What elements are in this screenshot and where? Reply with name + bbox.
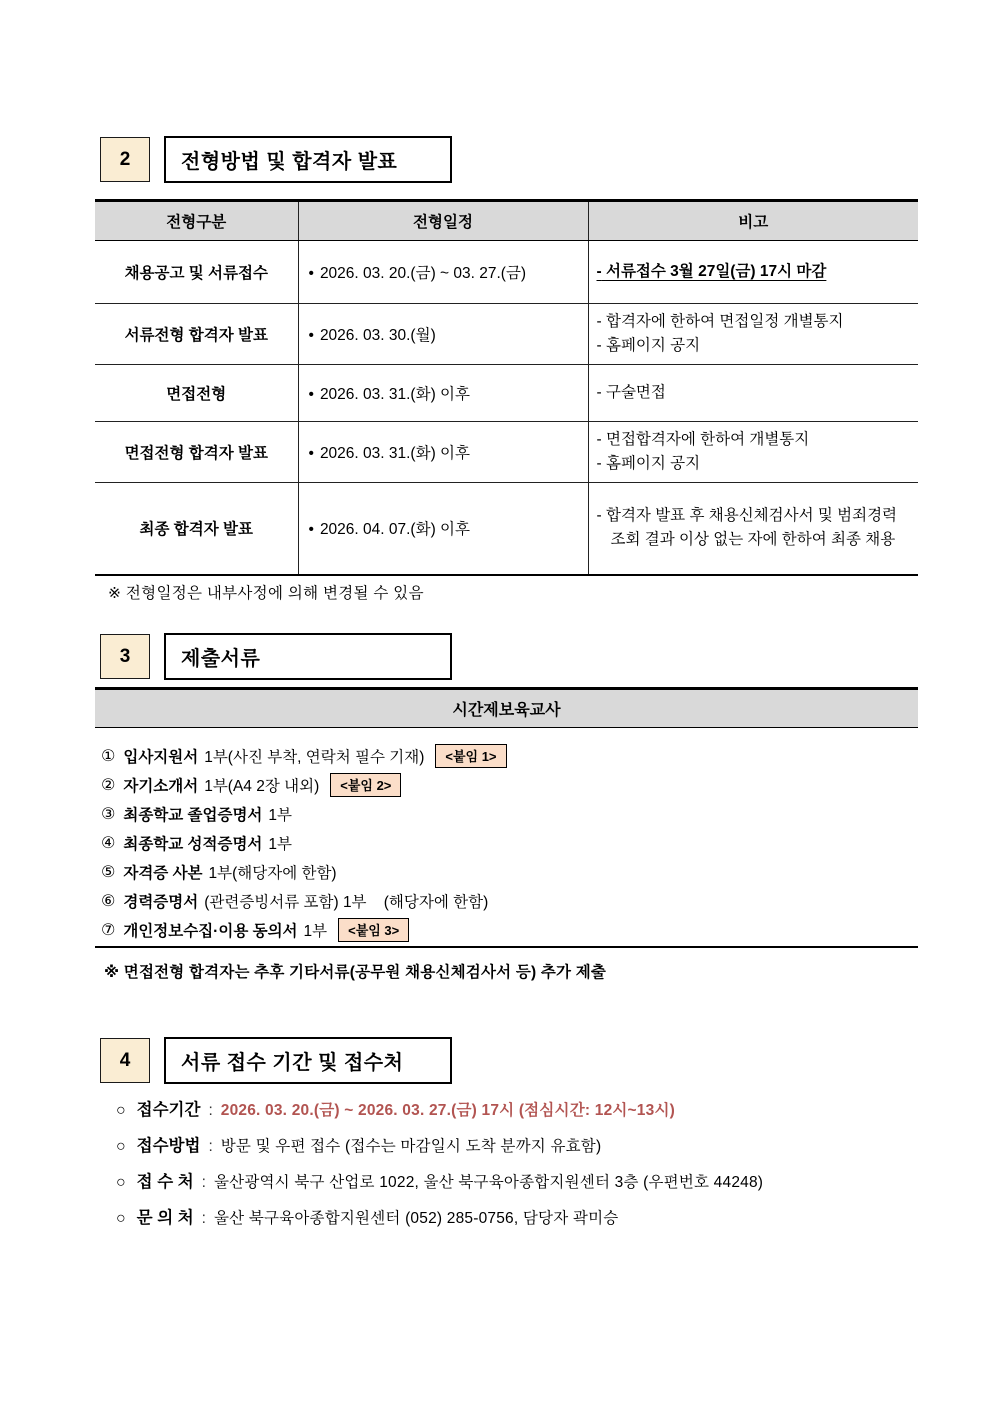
section-3-header — [100, 633, 452, 680]
list-item — [101, 828, 507, 857]
section-2-title: 전형방법 및 합격자 발표 — [181, 151, 398, 173]
dash-icon: - — [596, 313, 602, 330]
section-4-header — [100, 1037, 452, 1084]
list-item — [101, 770, 507, 799]
remark-line — [597, 381, 911, 405]
category-cell: 서류전형 합격자 발표 — [95, 304, 298, 365]
table-row — [95, 365, 918, 422]
remark-text: 홈페이지 공지 — [605, 455, 701, 473]
schedule-change-footnote: ※ 전형일정은 내부사정에 의해 변경될 수 있음 — [108, 585, 424, 602]
document-name: 개인정보수집·이용 동의서 — [123, 922, 298, 940]
bullet-icon: • — [308, 521, 314, 539]
list-item-reception-address — [116, 1171, 936, 1194]
document-name: 최종학교 졸업증명서 — [123, 806, 263, 824]
remarks-cell — [588, 422, 918, 483]
remark-line — [597, 334, 911, 358]
remark-text: 면접합격자에 한하여 개별통지 — [605, 431, 810, 449]
schedule-cell — [298, 483, 588, 575]
item-value: 2026. 03. 20.(금) ~ 2026. 03. 27.(금) 17시 (점심시간: 12시~13시) — [220, 1102, 675, 1119]
bullet-icon: • — [308, 265, 314, 282]
attachment-badge: <붙임 3> — [338, 918, 409, 942]
dash-icon: - — [596, 384, 602, 402]
bullet-icon: • — [308, 386, 314, 404]
schedule-cell — [298, 365, 588, 422]
table-row — [95, 304, 918, 365]
circled-number-icon: ① — [101, 747, 116, 765]
section-divider-line — [95, 946, 918, 948]
label-separator: : — [208, 1102, 213, 1119]
list-item — [101, 886, 507, 915]
circled-number-icon: ⑥ — [101, 892, 116, 910]
attachment-badge: <붙임 2> — [330, 773, 401, 797]
additional-documents-footnote: ※ 면접전형 합격자는 추후 기타서류(공무원 채용신체검사서 등) 추가 제출 — [104, 964, 607, 981]
circled-number-icon: ④ — [101, 834, 116, 852]
section-2-title-box — [164, 136, 452, 183]
list-item-contact — [116, 1207, 936, 1230]
document-detail: 1부 — [268, 835, 293, 853]
remark-text: 서류접수 3월 27일(금) 17시 마감 — [605, 262, 827, 280]
circle-bullet-icon: ○ — [116, 1102, 126, 1119]
header-schedule: 전형일정 — [298, 201, 588, 241]
circled-number-icon: ② — [101, 776, 116, 794]
schedule-cell — [298, 422, 588, 483]
document-name: 자격증 사본 — [123, 864, 203, 882]
section-2-number-box — [100, 137, 150, 182]
circled-number-icon: ③ — [101, 805, 116, 823]
document-detail: 1부(사진 부착, 연락처 필수 기재) — [204, 748, 425, 766]
remark-text: 합격자 발표 후 채용신체검사서 및 범죄경력조회 결과 이상 없는 자에 한하여 최종 채용 — [605, 507, 898, 549]
category-cell: 채용공고 및 서류접수 — [95, 241, 298, 304]
circle-bullet-icon: ○ — [116, 1138, 126, 1155]
selection-schedule-table — [95, 199, 918, 576]
remarks-cell — [588, 241, 918, 304]
submission-document-list — [101, 741, 507, 944]
section-3-title-box — [164, 633, 452, 680]
remark-line — [597, 452, 911, 476]
section-2-number: 2 — [119, 148, 131, 170]
category-cell: 면접전형 합격자 발표 — [95, 422, 298, 483]
table-row — [95, 422, 918, 483]
schedule-text: 2026. 03. 31.(화) 이후 — [319, 386, 470, 404]
item-value: 울산 북구육아종합지원센터 (052) 285-0756, 담당자 곽미승 — [213, 1210, 619, 1227]
table-header-row — [95, 201, 918, 241]
remarks-cell — [588, 304, 918, 365]
bullet-icon: • — [308, 445, 314, 463]
section-4-number: 4 — [119, 1049, 131, 1071]
schedule-text: 2026. 03. 31.(화) 이후 — [319, 445, 470, 463]
list-item — [101, 857, 507, 886]
schedule-text: 2026. 03. 30.(월) — [319, 327, 436, 345]
document-detail: 1부(해당자에 한함) — [208, 864, 337, 882]
item-label: 접 수 처 — [136, 1173, 194, 1191]
job-type-band-title: 시간제보육교사 — [452, 702, 561, 719]
list-item — [101, 741, 507, 770]
section-3-number: 3 — [119, 645, 131, 667]
circled-number-icon: ⑦ — [101, 921, 116, 939]
remark-text: 합격자에 한하여 면접일정 개별통지 — [605, 313, 844, 330]
job-type-band — [95, 687, 918, 728]
dash-icon: - — [596, 455, 602, 473]
section-3-number-box — [100, 634, 150, 679]
dash-icon: - — [596, 507, 602, 525]
remark-text: 홈페이지 공지 — [605, 337, 701, 355]
header-remarks: 비고 — [588, 201, 918, 241]
table-row — [95, 483, 918, 575]
item-label: 문 의 처 — [136, 1209, 194, 1227]
dash-icon: - — [596, 337, 602, 355]
item-value: 울산광역시 북구 산업로 1022, 울산 북구육아종합지원센터 3층 (우편번호 44248) — [213, 1174, 764, 1191]
bullet-icon: • — [308, 327, 314, 345]
remark-line — [597, 428, 911, 452]
list-item — [101, 915, 507, 944]
circle-bullet-icon: ○ — [116, 1210, 126, 1227]
item-label: 접수방법 — [136, 1137, 201, 1155]
remark-line — [597, 260, 911, 284]
label-separator: : — [201, 1210, 206, 1227]
selection-schedule-table-wrap — [95, 199, 918, 576]
remark-line — [597, 504, 911, 552]
schedule-text: 2026. 04. 07.(화) 이후 — [319, 521, 470, 539]
document-name: 입사지원서 — [123, 748, 199, 766]
document-detail: 1부 — [268, 806, 293, 824]
document-name: 자기소개서 — [123, 777, 199, 795]
document-detail: 1부(A4 2장 내외) — [204, 777, 320, 795]
document-name: 경력증명서 — [123, 893, 199, 911]
list-item — [101, 799, 507, 828]
category-cell: 면접전형 — [95, 365, 298, 422]
section-3-title: 제출서류 — [181, 648, 261, 670]
document-detail: (관련증빙서류 포함) 1부 (해당자에 한함) — [204, 893, 489, 911]
circle-bullet-icon: ○ — [116, 1174, 126, 1191]
dash-icon: - — [596, 431, 602, 449]
table-row — [95, 241, 918, 304]
document-name: 최종학교 성적증명서 — [123, 835, 263, 853]
header-category: 전형구분 — [95, 201, 298, 241]
dash-icon: - — [596, 262, 602, 280]
list-item-reception-period — [116, 1099, 936, 1122]
section-4-number-box — [100, 1038, 150, 1083]
label-separator: : — [208, 1138, 213, 1155]
application-info-list — [116, 1099, 936, 1243]
remark-text: 구술면접 — [605, 384, 666, 402]
category-cell: 최종 합격자 발표 — [95, 483, 298, 575]
item-label: 접수기간 — [136, 1101, 201, 1119]
attachment-badge: <붙임 1> — [435, 744, 506, 768]
section-4-title: 서류 접수 기간 및 접수처 — [181, 1052, 404, 1074]
remark-line — [597, 310, 911, 334]
remarks-cell — [588, 365, 918, 422]
schedule-cell — [298, 241, 588, 304]
circled-number-icon: ⑤ — [101, 863, 116, 881]
label-separator: : — [201, 1174, 206, 1191]
schedule-cell — [298, 304, 588, 365]
remarks-cell — [588, 483, 918, 575]
section-2-header — [100, 136, 452, 183]
list-item-reception-method — [116, 1135, 936, 1158]
item-value: 방문 및 우편 접수 (접수는 마감일시 도착 분까지 유효함) — [220, 1138, 602, 1155]
section-4-title-box — [164, 1037, 452, 1084]
document-detail: 1부 — [303, 922, 328, 940]
schedule-text: 2026. 03. 20.(금) ~ 03. 27.(금) — [319, 265, 527, 282]
